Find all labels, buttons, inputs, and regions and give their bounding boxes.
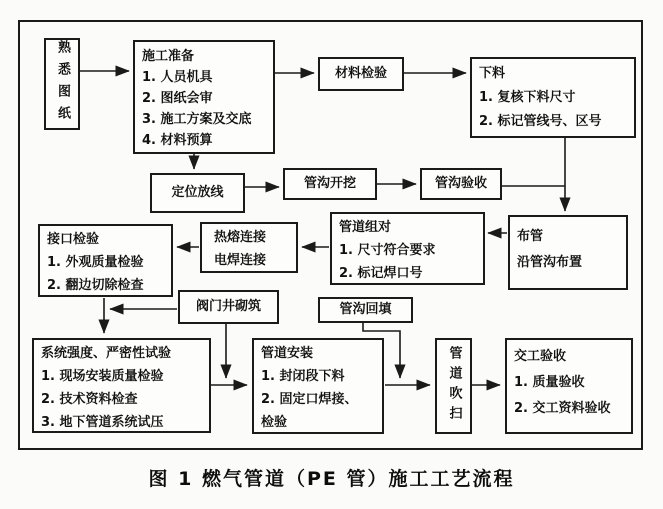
node-item: 1. 封闭段下料 xyxy=(261,369,345,384)
node-item: 2. 标记管线号、区号 xyxy=(479,114,602,129)
node-trench-excavation xyxy=(283,168,377,200)
node-item: 电焊连接 xyxy=(214,253,267,268)
node-title: 布管 xyxy=(517,229,544,244)
node-title: 热熔连接 xyxy=(214,230,267,245)
node-handover-acceptance xyxy=(505,338,633,434)
node-joint-inspection xyxy=(38,224,173,297)
node-material-inspection xyxy=(318,57,404,91)
node-item: 2. 技术资料检查 xyxy=(41,392,138,407)
figure-caption: 图 1 燃气管道（PE 管）施工工艺流程 xyxy=(148,468,515,490)
node-title: 管道组对 xyxy=(339,220,392,235)
node-title: 熟悉图纸 xyxy=(55,40,70,128)
node-item: 3. 施工方案及交底 xyxy=(142,112,252,127)
node-title: 交工验收 xyxy=(514,349,567,364)
node-system-strength-test xyxy=(32,338,211,433)
node-title: 定位放线 xyxy=(171,185,224,200)
node-title: 管沟开挖 xyxy=(303,176,356,191)
node-item: 1. 复核下料尺寸 xyxy=(479,90,576,105)
node-pipe-alignment xyxy=(330,212,485,285)
node-fusion-connection xyxy=(200,222,298,273)
node-item: 2. 交工资料验收 xyxy=(514,401,611,416)
node-item: 2. 翻边切除检查 xyxy=(47,278,144,293)
node-item: 沿管沟布置 xyxy=(517,255,583,270)
node-title: 管道吹扫 xyxy=(446,346,462,426)
node-familiarize-drawings xyxy=(44,38,80,130)
node-item: 1. 人员机具 xyxy=(142,70,213,85)
node-item: 4. 材料预算 xyxy=(142,133,213,148)
node-item: 2. 固定口焊接、 xyxy=(261,392,358,407)
node-pipe-installation xyxy=(252,338,384,434)
node-valve-well-masonry xyxy=(178,290,279,324)
node-title: 接口检验 xyxy=(47,232,100,247)
node-title: 系统强度、严密性试验 xyxy=(41,346,172,361)
node-title: 管沟回填 xyxy=(339,302,392,317)
node-pipe-distribution xyxy=(508,215,628,290)
node-title: 材料检验 xyxy=(334,66,387,81)
node-trench-acceptance xyxy=(420,168,502,200)
node-title: 管道安装 xyxy=(261,346,314,361)
node-cutting xyxy=(470,57,636,138)
node-item: 2. 标记焊口号 xyxy=(339,266,423,281)
node-positioning-layout xyxy=(150,173,245,213)
node-title: 阀门井砌筑 xyxy=(195,299,261,314)
node-title: 下料 xyxy=(479,66,506,81)
node-item: 1. 质量验收 xyxy=(514,375,585,390)
node-item: 3. 地下管道系统试压 xyxy=(41,415,164,430)
node-trench-backfill xyxy=(318,297,413,323)
node-item: 检验 xyxy=(261,415,288,430)
node-construction-prep xyxy=(133,40,275,154)
node-pipe-purging xyxy=(435,338,472,434)
node-item: 1. 外观质量检验 xyxy=(47,255,144,270)
node-title: 施工准备 xyxy=(142,49,195,64)
node-title: 管沟验收 xyxy=(434,176,487,191)
node-item: 1. 现场安装质量检验 xyxy=(41,369,164,384)
node-item: 1. 尺寸符合要求 xyxy=(339,243,436,258)
node-item: 2. 图纸会审 xyxy=(142,91,213,106)
